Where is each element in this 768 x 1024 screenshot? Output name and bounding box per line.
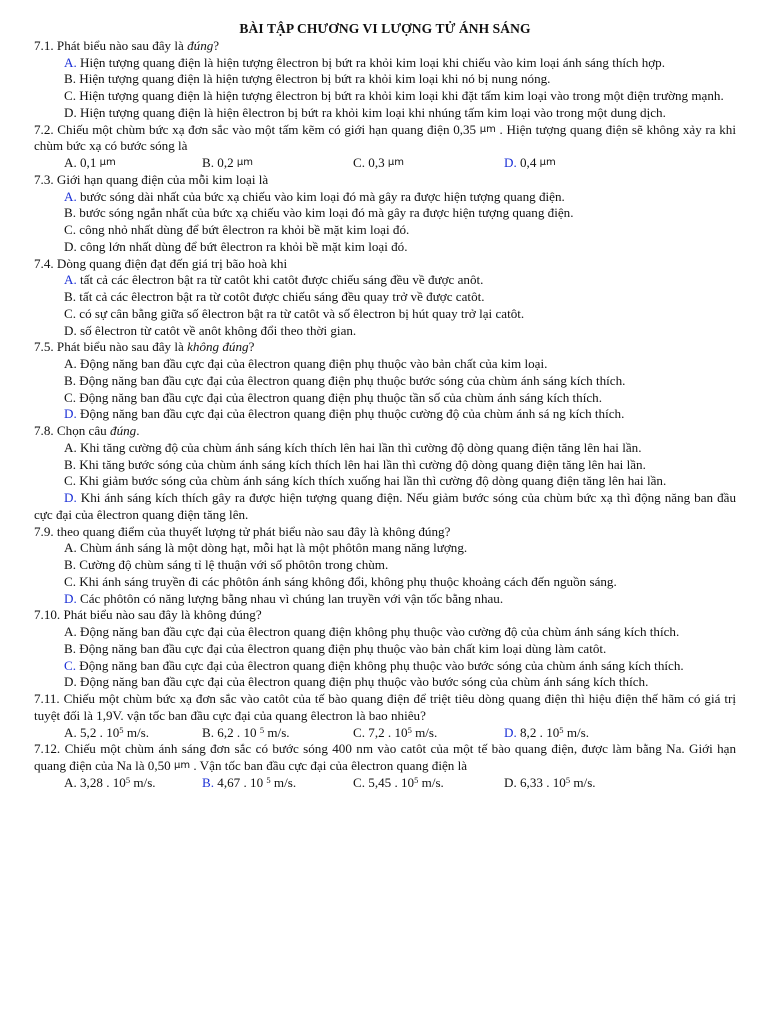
exponent: 5 xyxy=(125,774,131,785)
option-7-2-b xyxy=(202,155,353,172)
unit-micrometer: µm xyxy=(236,157,254,168)
option-7-4-b: B. tất cả các êlectron bật ra từ cotôt được chiếu sáng đều quay trở về được catôt. xyxy=(64,289,485,304)
page-title: BÀI TẬP CHƯƠNG VI LƯỢNG TỬ ÁNH SÁNG xyxy=(239,21,531,36)
option-7-11-c xyxy=(353,725,504,742)
unit: m/s. xyxy=(563,724,590,740)
option-7-5-d xyxy=(34,406,736,423)
option-7-8-c: C. Khi giảm bước sóng của chùm ánh sáng kích thích xuống hai lần thì cường độ dòng quang điện tăng lên hai lần. xyxy=(64,473,667,489)
option-text: bước sóng dài nhất của bức xạ chiếu vào kim loại đó mà gây ra được hiện tượng quang điện. xyxy=(76,188,565,204)
option-text: A. 0,1 xyxy=(64,155,100,170)
unit: m/s. xyxy=(418,774,444,790)
unit: m/s. xyxy=(570,774,596,790)
option-7-4-d: D. số êlectron từ catôt về anôt không đổi theo thời gian. xyxy=(64,322,357,338)
question-stem: 7.8. Chọn câu xyxy=(34,423,111,438)
option-7-5-c: C. Động năng ban đầu cực đại của êlectron quang điện phụ thuộc tần số của chùm ánh sáng kích thích. xyxy=(64,389,602,405)
option-7-11-d xyxy=(504,725,654,742)
option-text: C. 7,2 . 10 xyxy=(353,724,408,740)
exponent: 5 xyxy=(119,724,124,735)
option-7-4-a xyxy=(34,272,736,289)
unit: m/s. xyxy=(123,724,150,740)
answer-letter: A. xyxy=(64,272,77,288)
question-stem-end: . Vận tốc ban đầu cực đại của êlectron quang điện là xyxy=(190,758,468,773)
option-7-12-c xyxy=(353,775,504,792)
question-emphasis: đúng xyxy=(187,37,214,53)
unit-micrometer: µm xyxy=(479,123,496,135)
exponent: 5 xyxy=(407,724,412,735)
question-7-12 xyxy=(34,741,736,775)
exponent: 5 xyxy=(259,724,265,735)
option-7-9-a: A. Chùm ánh sáng là một dòng hạt, mỗi hạt là một phôtôn mang năng lượng. xyxy=(64,540,468,556)
option-7-2-d xyxy=(504,155,654,172)
question-7-9: 7.9. theo quang điểm của thuyết lượng tử phát biểu nào sau đây là không đúng? xyxy=(34,523,451,539)
option-text: A. 5,2 . 10 xyxy=(64,724,120,740)
unit: m/s. xyxy=(270,774,297,790)
question-7-4: 7.4. Dòng quang điện đạt đến giá trị bão hoà khi xyxy=(34,255,288,271)
unit-micrometer: µm xyxy=(387,157,405,168)
option-7-2-a xyxy=(64,155,202,172)
option-7-12-d xyxy=(504,775,654,792)
question-7-2 xyxy=(34,122,736,156)
exponent: 5 xyxy=(414,774,419,785)
options-7-11 xyxy=(34,725,736,742)
answer-letter: A. xyxy=(64,54,77,70)
option-7-8-a: A. Khi tăng cường độ của chùm ánh sáng kích thích lên hai lần thì cường độ dòng quang điện tăng lên hai lần. xyxy=(64,439,642,455)
option-text: Các phôtôn có năng lượng bằng nhau vì chúng lan truyền với vận tốc bằng nhau. xyxy=(76,590,504,606)
option-7-8-d xyxy=(34,490,736,524)
unit-micrometer: µm xyxy=(539,157,556,168)
question-emphasis: không đúng xyxy=(187,339,249,355)
option-text: B. 6,2 . 10 xyxy=(202,724,257,740)
answer-letter: D. xyxy=(504,155,517,170)
unit: m/s. xyxy=(411,724,438,740)
option-text: 8,2 . 10 xyxy=(516,724,560,740)
option-7-1-a xyxy=(34,55,736,72)
option-text: C. 5,45 . 10 xyxy=(353,774,415,790)
option-text: 0,4 xyxy=(516,155,540,170)
option-7-11-a xyxy=(64,725,202,742)
option-text: Động năng ban đầu cực đại của êlectron quang điện không phụ thuộc vào bước sóng của chùm ánh sáng kích thích. xyxy=(76,657,684,673)
option-7-9-c: C. Khi ánh sáng truyền đi các phôtôn ánh sáng không đổi, không phụ thuộc khoảng cách đến nguồn sáng. xyxy=(64,573,617,589)
option-7-1-d: D. Hiện tượng quang điện là hiện êlectron bị bứt ra khỏi kim loại khi nhúng tấm kim loại vào trong một dung dịch. xyxy=(64,104,666,120)
option-7-10-c xyxy=(34,658,736,675)
option-text: A. 3,28 . 10 xyxy=(64,774,126,790)
exponent: 5 xyxy=(266,774,271,785)
question-7-11: 7.11. Chiếu một chùm bức xạ đơn sắc vào catôt của tế bào quang điện để triệt tiêu dòng quang điện thì hiệu điện thế hãm có giá trị tuyệt đối là 1,9V. vận tốc ban đầu cực đại của quang êlectron là bao nhiêu? xyxy=(34,691,736,723)
option-7-5-a: A. Động năng ban đầu cực đại của êlectron quang điện phụ thuộc vào bản chất của kim loại. xyxy=(64,356,548,371)
option-7-5-b: B. Động năng ban đầu cực đại của êlectron quang điện phụ thuộc bước sóng của chùm ánh sáng kích thích. xyxy=(64,372,626,388)
answer-letter: C. xyxy=(64,657,77,673)
option-7-3-d: D. công lớn nhất dùng để bứt êlectron ra khỏi bề mặt kim loại đó. xyxy=(64,238,408,254)
exponent: 5 xyxy=(559,724,564,735)
option-7-11-b xyxy=(202,725,353,742)
option-7-12-b xyxy=(202,775,353,792)
option-text: B. 0,2 xyxy=(202,155,237,170)
question-stem: 7.12. Chiếu một chùm ánh sáng đơn sắc có bước sóng 400 nm vào catôt của một tế bào quang điện, được làm bằng Na. Giới hạn quang điện của Na là 0,50 xyxy=(34,741,736,773)
option-7-4-c: C. có sự cân bằng giữa số êlectron bật ra từ catôt và số êlectron bị hút quay trở lại catôt. xyxy=(64,305,525,321)
option-7-10-a: A. Động năng ban đầu cực đại của êlectron quang điện không phụ thuộc vào cường độ của chùm ánh sáng kích thích. xyxy=(64,624,680,639)
question-stem: 7.1. Phát biểu nào sau đây là xyxy=(34,37,188,53)
option-7-2-c xyxy=(353,155,504,172)
question-7-5 xyxy=(34,339,736,356)
answer-letter: A. xyxy=(64,188,77,204)
question-7-1 xyxy=(34,38,736,55)
option-7-9-b: B. Cường độ chùm sáng tỉ lệ thuận với số phôtôn trong chùm. xyxy=(64,557,389,572)
answer-letter: D. xyxy=(64,406,77,422)
option-text: D. 6,33 . 10 xyxy=(504,774,566,790)
option-7-9-d xyxy=(34,591,736,608)
option-7-1-c: C. Hiện tượng quang điện là hiện tượng êlectron bị bứt ra khỏi kim loại khi đặt tấm kim loại vào trong một điện trường mạnh. xyxy=(64,88,724,103)
answer-letter: D. xyxy=(504,724,517,740)
option-text: tất cả các êlectron bật ra từ catôt khi catôt được chiếu sáng đều về được anôt. xyxy=(76,272,484,288)
question-stem: 7.5. Phát biểu nào sau đây là xyxy=(34,339,188,355)
option-7-10-b: B. Động năng ban đầu cực đại của êlectron quang điện phụ thuộc vào bản chất kim loại dùng làm catôt. xyxy=(64,640,607,656)
option-text: Động năng ban đầu cực đại của êlectron quang điện phụ thuộc cường độ của chùm ánh sá ng kích thích. xyxy=(76,406,625,422)
answer-letter: B. xyxy=(202,774,215,790)
question-stem: 7.2. Chiếu một chùm bức xạ đơn sắc vào một tấm kẽm có giới hạn quang điện 0,35 xyxy=(34,121,480,137)
options-7-2 xyxy=(34,155,736,172)
question-emphasis: đúng xyxy=(110,423,137,438)
option-text: C. 0,3 xyxy=(353,155,388,170)
unit-micrometer: µm xyxy=(99,157,116,168)
option-7-1-b: B. Hiện tượng quang điện là hiện tượng êlectron bị bứt ra khỏi kim loại khi nó bị nung nóng. xyxy=(64,71,551,87)
option-7-10-d: D. Động năng ban đầu cực đại của êlectron quang điện phụ thuộc vào bước sóng của chùm ánh sáng kích thích. xyxy=(64,674,649,690)
unit: m/s. xyxy=(130,774,156,790)
option-7-3-a xyxy=(34,189,736,206)
question-7-3: 7.3. Giới hạn quang điện của mỗi kim loại là xyxy=(34,171,269,187)
question-stem-end: . xyxy=(136,423,140,438)
option-text: Hiện tượng quang điện là hiện tượng êlectron bị bứt ra khỏi kim loại khi chiếu vào kim loại ánh sáng thích hợp. xyxy=(80,54,665,70)
options-7-12 xyxy=(34,775,736,792)
unit: m/s. xyxy=(264,724,290,740)
question-7-8 xyxy=(34,423,736,440)
unit-micrometer: µm xyxy=(173,760,191,771)
option-text: Khi ánh sáng kích thích gây ra được hiện tượng quang điện. Nếu giảm bước sóng của chùm bức xạ thì động năng ban đầu cực đại của êlectron quang điện tăng lên. xyxy=(34,490,736,522)
option-7-8-b: B. Khi tăng bước sóng của chùm ánh sáng kích thích lên hai lần thì cường độ dòng quang điện tăng lên hai lần. xyxy=(64,456,646,472)
exponent: 5 xyxy=(565,774,571,785)
question-stem-end: ? xyxy=(213,37,220,53)
document xyxy=(34,21,736,792)
option-7-3-b: B. bước sóng ngắn nhất của bức xạ chiếu vào kim loại đó mà gây ra được hiện tượng quang điện. xyxy=(64,205,574,221)
question-stem-end: ? xyxy=(248,339,255,355)
question-stem-end: . Hiện tượng quang điện sẽ không xảy ra khi chùm bức xạ có bước sóng là xyxy=(34,121,736,154)
option-text: 4,67 . 10 xyxy=(214,774,264,790)
question-7-10: 7.10. Phát biểu nào sau đây là không đúng? xyxy=(34,607,262,623)
answer-letter: D. xyxy=(64,490,77,505)
option-7-12-a xyxy=(64,775,202,792)
option-7-3-c: C. công nhỏ nhất dùng để bứt êlectron ra khỏi bề mặt kim loại đó. xyxy=(64,222,410,237)
answer-letter: D. xyxy=(64,590,77,606)
